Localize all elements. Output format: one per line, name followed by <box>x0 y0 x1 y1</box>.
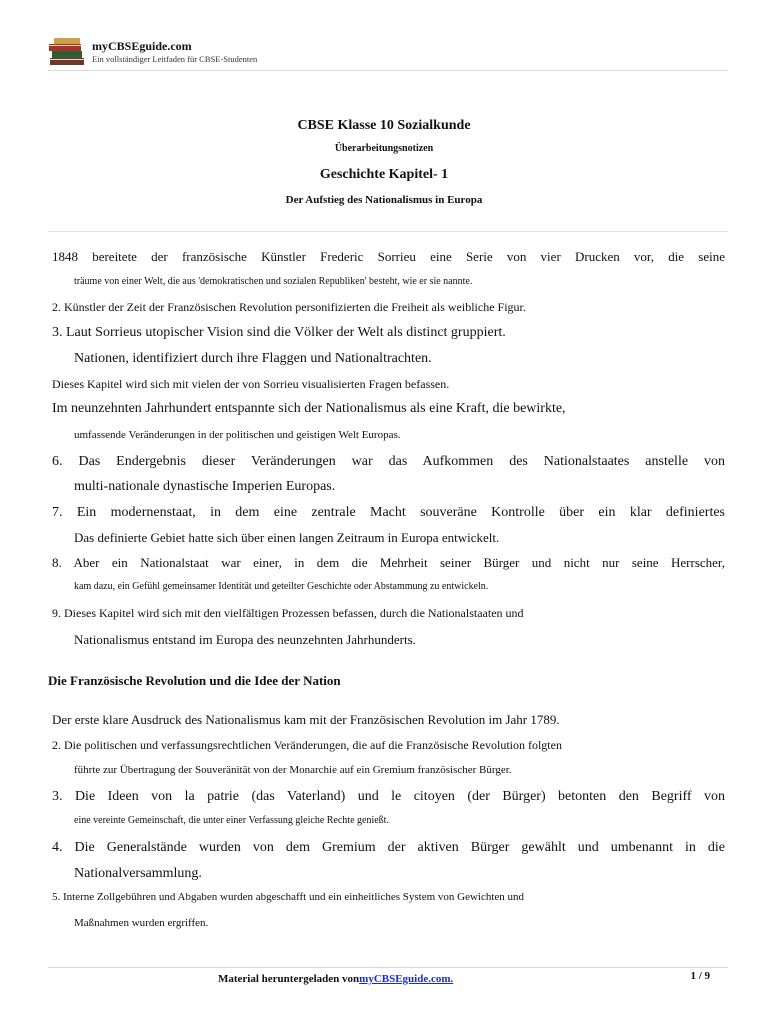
body-line: multi-nationale dynastische Imperien Europas. <box>74 479 336 494</box>
body-line: 8. Aber ein Nationalstaat war einer, in dem die Mehrheit seiner Bürger und nicht nur seine Herrscher, <box>52 555 725 570</box>
body-line: 3. Laut Sorrieus utopischer Vision sind die Völker der Welt als distinct gruppiert. <box>52 325 506 340</box>
chapter-title: Geschichte Kapitel- 1 <box>319 167 449 182</box>
books-logo-icon <box>48 36 88 68</box>
body-line: Das definierte Gebiet hatte sich über einen langen Zeitraum in Europa entwickelt. <box>74 530 500 545</box>
section-line: Der erste klare Ausdruck des Nationalismus kam mit der Französischen Revolution im Jahr 1789. <box>52 712 560 727</box>
brand-name: myCBSEguide.com <box>92 39 192 53</box>
body-line: umfassende Veränderungen in der politischen und geistigen Welt Europas. <box>74 429 401 441</box>
section-heading: Die Französische Revolution und die Idee der Nation <box>48 673 341 688</box>
footer-text: Material heruntergeladen von <box>218 973 360 985</box>
section-line: 2. Die politischen und verfassungsrechtlichen Veränderungen, die auf die Französische Revolution folgten <box>52 738 562 752</box>
section-line: 3. Die Ideen von la patrie (das Vaterland) und le citoyen (der Bürger) betonten den Begriff von <box>52 789 725 804</box>
section-line: 5. Interne Zollgebühren und Abgaben wurden abgeschafft und ein einheitliches System von Gewichten und <box>52 891 525 903</box>
body-line: Nationen, identifiziert durch ihre Flaggen und Nationaltrachten. <box>74 351 432 366</box>
section-line: 4. Die Generalstände wurden von dem Gremium der aktiven Bürger gewählt und umbenannt in die <box>52 840 725 855</box>
topic-title: Der Aufstieg des Nationalismus in Europa <box>285 194 483 206</box>
brand-tagline: Ein vollständiger Leitfaden für CBSE-Studenten <box>92 54 258 64</box>
notes-subtitle: Überarbeitungsnotizen <box>334 143 434 154</box>
body-line: 1848 bereitete der französische Künstler Frederic Sorrieu eine Serie von vier Drucken vor, die seine <box>52 249 725 264</box>
footer-divider <box>48 967 728 968</box>
body-line: 7. Ein modernenstaat, in dem eine zentrale Macht souveräne Kontrolle über ein klar definiertes <box>52 505 725 520</box>
section-line: führte zur Übertragung der Souveränität von der Monarchie auf ein Gremium französischer Bürger. <box>74 764 512 776</box>
section-line: eine vereinte Gemeinschaft, die unter einer Verfassung gleiche Rechte genießt. <box>74 815 389 826</box>
header-divider <box>48 70 728 71</box>
body-line: Dieses Kapitel wird sich mit vielen der von Sorrieu visualisierten Fragen befassen. <box>52 377 450 391</box>
footer <box>218 973 509 985</box>
body-line: 2. Künstler der Zeit der Französischen Revolution personifizierten die Freiheit als weibliche Figur. <box>52 300 526 314</box>
body-line: kam dazu, ein Gefühl gemeinsamer Identität und geteilter Geschichte oder Abstammung zu entwickeln. <box>74 581 489 592</box>
footer-link[interactable]: myCBSEguide.com. <box>359 973 454 985</box>
subject-title: CBSE Klasse 10 Sozialkunde <box>297 118 471 133</box>
body-line: 6. Das Endergebnis dieser Veränderungen war das Aufkommen des Nationalstaates anstelle von <box>52 454 725 469</box>
section-line: Maßnahmen wurden ergriffen. <box>74 917 209 929</box>
body-line: Nationalismus entstand im Europa des neunzehnten Jahrhunderts. <box>74 632 416 647</box>
section-line: Nationalversammlung. <box>74 866 202 881</box>
page-number: 1 / 9 <box>690 970 710 982</box>
body-line: Im neunzehnten Jahrhundert entspannte sich der Nationalismus als eine Kraft, die bewirkte, <box>52 401 566 416</box>
body-line: träume von einer Welt, die aus 'demokratischen und sozialen Republiken' besteht, wie er sie nannte. <box>74 276 473 287</box>
title-divider <box>48 231 728 232</box>
header <box>48 36 258 68</box>
body-line: 9. Dieses Kapitel wird sich mit den vielfältigen Prozessen befassen, durch die Nationalstaaten und <box>52 606 524 620</box>
